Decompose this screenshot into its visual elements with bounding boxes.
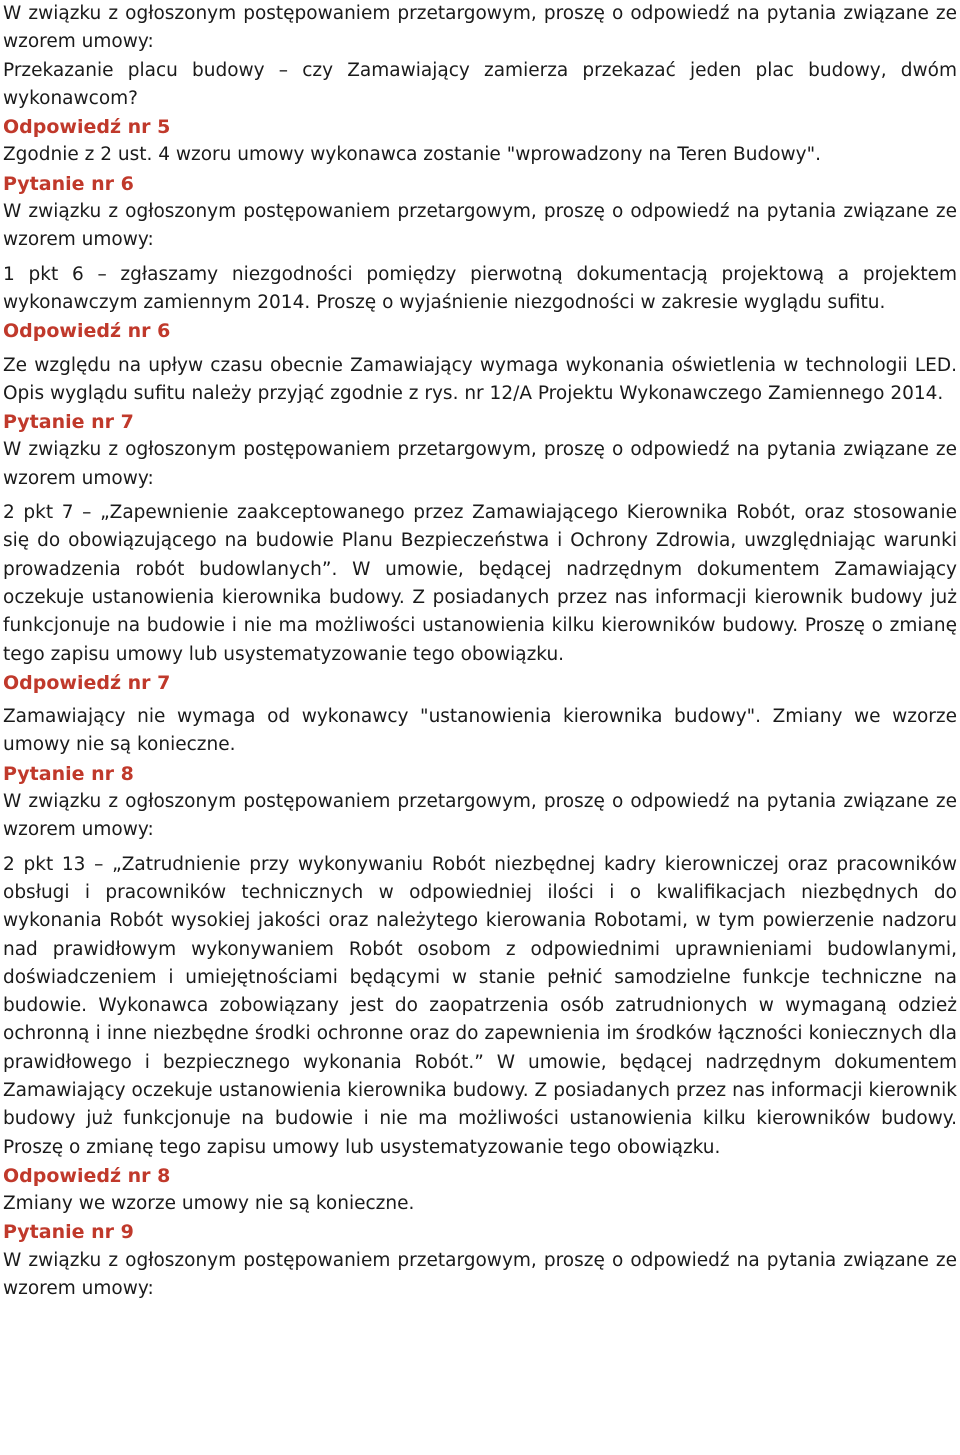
paragraph: W związku z ogłoszonym postępowaniem przetargowym, proszę o odpowiedź na pytania związane ze wzorem umowy:: [3, 1249, 957, 1300]
paragraph: Ze względu na upływ czasu obecnie Zamawiający wymaga wykonania oświetlenia w technologii LED. Opis wyglądu sufitu należy przyjąć zgodnie z rys. nr 12/A Projektu Wykonawczego Zamiennego 2014.: [3, 354, 957, 404]
section-heading: Pytanie nr 6: [3, 172, 134, 195]
paragraph: W związku z ogłoszonym postępowaniem przetargowym, proszę o odpowiedź na pytania związane ze wzorem umowy:: [3, 3, 957, 53]
section-heading: Odpowiedź nr 5: [3, 116, 171, 139]
paragraph: 2 pkt 7 – „Zapewnienie zaakceptowanego przez Zamawiającego Kierownika Robót, oraz stosowanie się do obowiązującego na budowie Planu Bezpieczeństwa i Ochrony Zdrowia, uwzględniając warunki prowadzenia robót budowlanych”. W umowie, będącej nadrzędnym dokumentem Zamawiający oczekuje ustanowienia kierownika budowy. Z posiadanych przez nas informacji kierownik budowy już funkcjonuje na budowie i nie ma możliwości ustanowienia kilku kierowników budowy. Proszę o zmianę tego zapisu umowy lub usystematyzowanie tego obowiązku.: [3, 502, 957, 665]
paragraph: Zmiany we wzorze umowy nie są konieczne.: [3, 1193, 415, 1215]
paragraph: W związku z ogłoszonym postępowaniem przetargowym, proszę o odpowiedź na pytania związane ze wzorem umowy:: [3, 201, 957, 251]
section-heading: Odpowiedź nr 7: [3, 671, 171, 694]
paragraph: 1 pkt 6 – zgłaszamy niezgodności pomiędzy pierwotną dokumentacją projektową a projektem wykonawczym zamiennym 2014. Proszę o wyjaśnienie niezgodności w zakresie wyglądu sufitu.: [3, 263, 957, 313]
paragraph: W związku z ogłoszonym postępowaniem przetargowym, proszę o odpowiedź na pytania związane ze wzorem umowy:: [3, 439, 957, 489]
paragraph: 2 pkt 13 – „Zatrudnienie przy wykonywaniu Robót niezbędnej kadry kierowniczej oraz pracowników obsługi i pracowników technicznych w odpowiedniej ilości i o kwalifikacjach niezbędnych do wykonania Robót wysokiej jakości oraz należytego kierowania Robotami, w tym powierzenie nadzoru nad prawidłowym wykonywaniem Robót osobom z odpowiednimi uprawnieniami budowlanymi, doświadczeniem i umiejętnościami będącymi w stanie pełnić samodzielne funkcje techniczne na budowie. Wykonawca zobowiązany jest do zaopatrzenia osób zatrudnionych w wymaganą odzież ochronną i inne niezbędne środki ochronne oraz do zapewnienia im środków łączności koniecznych dla prawidłowego i bezpiecznego wykonania Robót.” W umowie, będącej nadrzędnym dokumentem Zamawiający oczekuje ustanowienia kierownika budowy. Z posiadanych przez nas informacji kierownik budowy już funkcjonuje na budowie i nie ma możliwości ustanowienia kilku kierowników budowy. Proszę o zmianę tego zapisu umowy lub usystematyzowanie tego obowiązku.: [3, 853, 957, 1158]
section-heading: Odpowiedź nr 8: [3, 1164, 171, 1187]
section-heading: Pytanie nr 7: [3, 411, 134, 434]
paragraph: Zgodnie z 2 ust. 4 wzoru umowy wykonawca zostanie "wprowadzony na Teren Budowy".: [3, 144, 822, 166]
section-heading: Pytanie nr 9: [3, 1221, 134, 1244]
section-heading: Odpowiedź nr 6: [3, 320, 171, 343]
paragraph: Przekazanie placu budowy – czy Zamawiający zamierza przekazać jeden plac budowy, dwóm wykonawcom?: [3, 59, 957, 109]
section-heading: Pytanie nr 8: [3, 762, 134, 785]
paragraph: Zamawiający nie wymaga od wykonawcy "ustanowienia kierownika budowy". Zmiany we wzorze umowy nie są konieczne.: [3, 706, 957, 756]
paragraph: W związku z ogłoszonym postępowaniem przetargowym, proszę o odpowiedź na pytania związane ze wzorem umowy:: [3, 791, 957, 841]
